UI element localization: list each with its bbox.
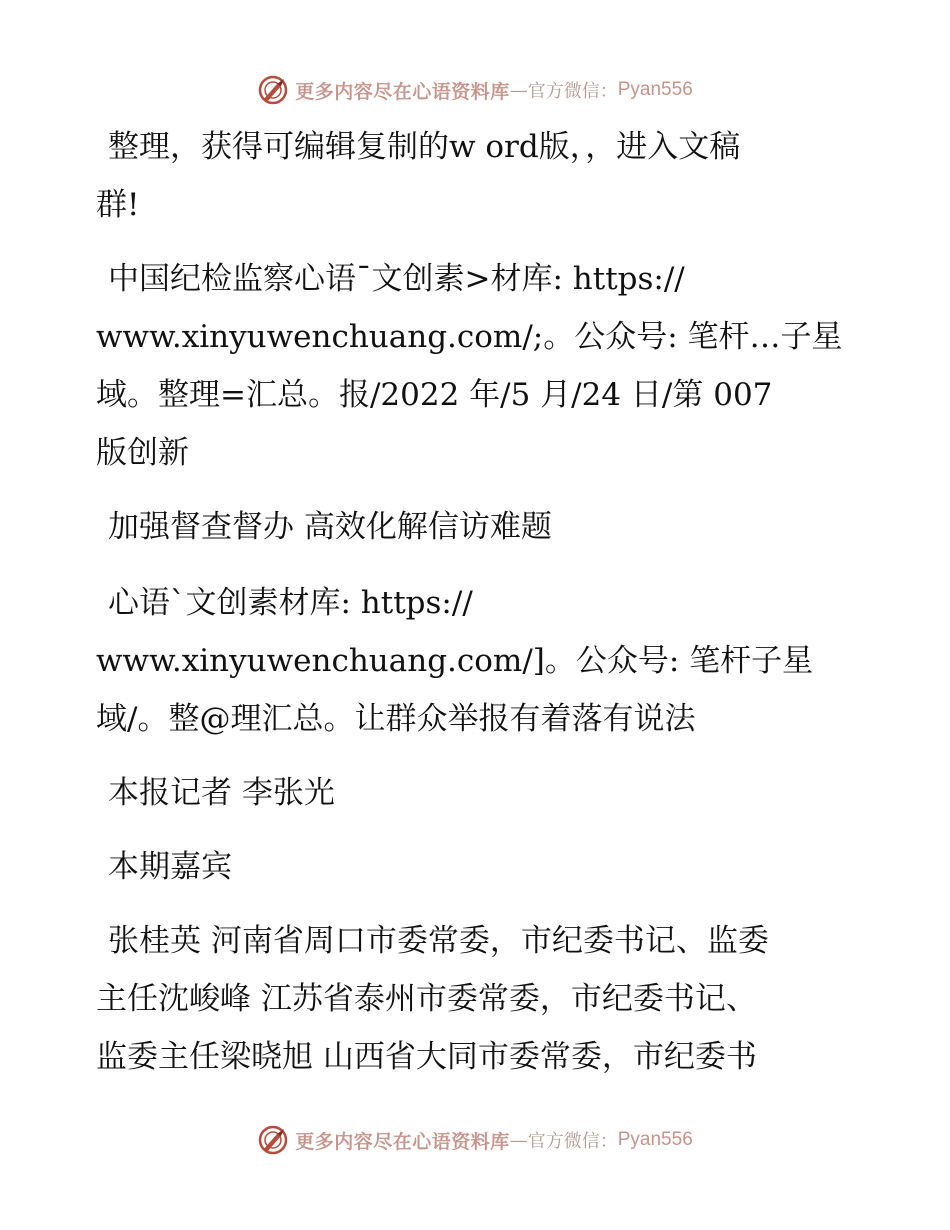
- banner-wechat-id: Pyan556: [617, 1129, 693, 1150]
- text-line: 监委主任梁晓旭 山西省大同市委常委，市纪委书: [96, 1039, 757, 1075]
- text-line: 本报记者 李张光: [108, 775, 335, 811]
- text-line: 整理，获得可编辑复制的w ord版，，进入文稿: [108, 129, 741, 165]
- text-line: www.xinyuwenchuang.com/;。公众号: 笔杆…子星: [96, 319, 843, 355]
- banner-label: 官方微信：: [527, 81, 618, 102]
- guests-heading: [96, 838, 856, 896]
- article-title: [96, 498, 856, 556]
- text-line: 心语`文创素材库: https://: [108, 585, 473, 621]
- text-line: 本期嘉宾: [108, 849, 232, 885]
- text-line: 版创新: [96, 435, 189, 471]
- paragraph-guests: [96, 912, 856, 1086]
- banner-label: 官方微信：: [527, 1131, 618, 1152]
- reporter-line: [96, 764, 856, 822]
- text-line: 域/。整@理汇总。让群众举报有着落有说法: [96, 701, 696, 737]
- paragraph-source-2: [96, 574, 856, 748]
- brand-logo-icon: [257, 1124, 289, 1156]
- footer-banner: [0, 1120, 950, 1160]
- text-line: 群!: [96, 187, 140, 223]
- banner-title: 更多内容尽在心语资料库: [295, 80, 510, 103]
- banner-wechat-id: Pyan556: [617, 79, 693, 100]
- text-line: 域。整理=汇总。报/2022 年/5 月/24 日/第 007: [96, 377, 773, 413]
- text-line: 中国纪检监察心语¯文创素>材库: https://: [108, 261, 685, 297]
- text-line: 张桂英 河南省周口市委常委，市纪委书记、监委: [108, 923, 769, 959]
- paragraph-intro: [96, 118, 856, 234]
- text-line: www.xinyuwenchuang.com/]。公众号: 笔杆子星: [96, 643, 814, 679]
- paragraph-source: [96, 250, 856, 482]
- header-banner: [0, 70, 950, 110]
- text-line: 加强督查督办 高效化解信访难题: [108, 509, 552, 545]
- banner-dash: —: [509, 79, 528, 101]
- text-line: 主任沈峻峰 江苏省泰州市委常委，市纪委书记、: [96, 981, 757, 1017]
- banner-title: 更多内容尽在心语资料库: [295, 1130, 510, 1153]
- brand-logo-icon: [257, 74, 289, 106]
- banner-dash: —: [509, 1129, 528, 1151]
